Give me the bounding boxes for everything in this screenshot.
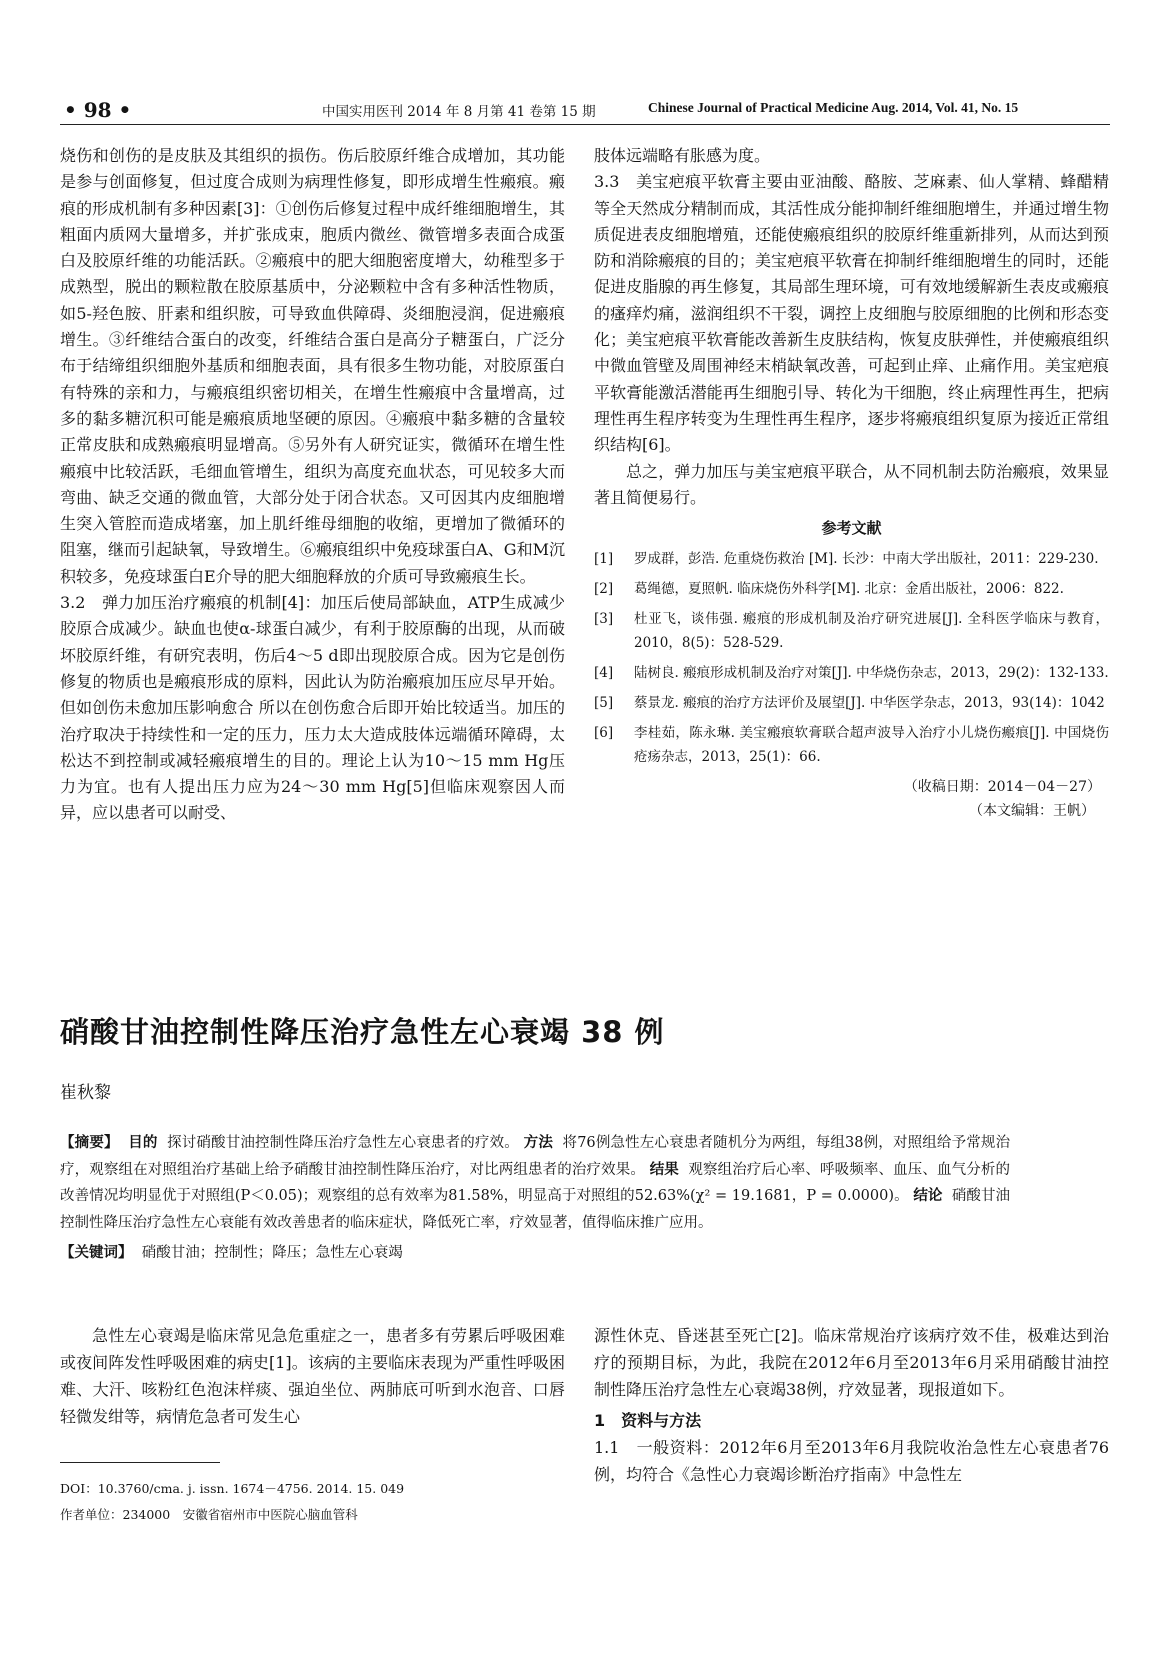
editor-note: （本文编辑：王帆） (969, 803, 1095, 820)
abstract-method: 将76例急性左心衰患者随机分为两组，每组38例，对照组给予常规治疗，观察组在对照组治疗基础上给予硝酸甘油控制性降压治疗，对比两组患者的治疗效果。 (60, 1135, 1011, 1178)
journal-name-cn: 中国实用医刊 2014 年 8 月第 41 卷第 15 期 (322, 104, 596, 120)
intro-paragraph: 急性左心衰竭是临床常见急危重症之一，患者多有劳累后呼吸困难或夜间阵发性呼吸困难的病史[1]。该病的主要临床表现为严重性呼吸困难、大汗、咳粉红色泡沫样痰、强迫坐位、两肺底可听到水泡音、口唇轻微发绀等，病情危急者可发生心 (60, 1326, 565, 1426)
abstract-result: 观察组治疗后心率、呼吸频率、血压、血气分析的改善情况均明显优于对照组(P＜0.05)；观察组的总有效率为81.58%，明显高于对照组的52.63%(χ² = 19.1681，P = 0.0000)。 (60, 1161, 1011, 1204)
prev-article-paragraph: 肢体远端略有胀感为度。 (594, 146, 771, 165)
journal-name-en: Chinese Journal of Practical Medicine Aug. 2014, Vol. 41, No. 15 (648, 100, 1019, 115)
article-body-right (594, 1322, 1109, 1488)
prev-article-paragraph: 烧伤和创伤的是皮肤及其组织的损伤。伤后胶原纤维合成增加，其功能是参与创面修复，但过度合成则为病理性修复，即形成增生性瘢痕。瘢痕的形成机制有多种因素[3]：①创伤后修复过程中成纤维细胞增生，其粗面内质网大量增多，并扩张成束，胞质内微丝、微管增多表面合成蛋白及胶原纤维的功能活跃。②瘢痕中的肥大细胞密度增大，幼稚型多于成熟型，脱出的颗粒散在胶原基质中，分泌颗粒中含有多种活性物质，如5-羟色胺、肝素和组织胺，可导致血供障碍、炎细胞浸润，促进瘢痕增生。③纤维结合蛋白的改变，纤维结合蛋白是高分子糖蛋白，广泛分布于结缔组织细胞外基质和细胞表面，具有很多生物功能，对胶原蛋白有特殊的亲和力，与瘢痕组织密切相关，在增生性瘢痕中含量增高，过多的黏多糖沉积可能是瘢痕质地坚硬的原因。④瘢痕中黏多糖的含量较正常皮肤和成熟瘢痕明显增高。⑤另外有人研究证实，微循环在增生性瘢痕中比较活跃，毛细血管增生，组织为高度充血状态，可见较多大而弯曲、缺乏交通的微血管，大部分处于闭合状态。又可因其内皮细胞增生突入管腔而造成堵塞，加上肌纤维母细胞的收缩，更增加了微循环的阻塞，继而引起缺氧，导致增生。⑥瘢痕组织中免疫球蛋白A、G和M沉积较多，免疫球蛋白E介导的肥大细胞释放的介质可导致瘢痕生长。 (60, 146, 565, 586)
reference-item: [4] 陆树良. 瘢痕形成机制及治疗对策[J]. 中华烧伤杂志，2013，29(2)：132-133. (594, 665, 1109, 682)
references-title: 参考文献 (821, 519, 882, 538)
abstract-label: 【摘要】 (60, 1135, 119, 1151)
abstract-conclusion: 硝酸甘油控制性降压治疗急性左心衰能有效改善患者的临床症状，降低死亡率，疗效显著，值得临床推广应用。 (60, 1188, 1011, 1231)
abstract-objective-label: 目的 (128, 1135, 158, 1151)
doi: DOI：10.3760/cma. j. issn. 1674－4756. 2014. 15. 049 (60, 1481, 405, 1496)
reference-item: [2] 葛绳德，夏照帆. 临床烧伤外科学[M]. 北京：金盾出版社，2006：822. (594, 581, 1064, 598)
abstract-objective: 探讨硝酸甘油控制性降压治疗急性左心衰患者的疗效。 (167, 1135, 519, 1151)
article-title: 硝酸甘油控制性降压治疗急性左心衰竭 38 例 (60, 1015, 665, 1049)
abstract-method-label: 方法 (523, 1135, 553, 1151)
reference-item: [6] 李桂茹，陈永琳. 美宝瘢痕软膏联合超声波导入治疗小儿烧伤瘢痕[J]. 中国烧伤疮疡杂志，2013，25(1)：66. (594, 725, 1109, 766)
section-1-1: 1.1 一般资料：2012年6月至2013年6月我院收治急性左心衰患者76例，均符合《急性心力衰竭诊断治疗指南》中急性左 (594, 1438, 1109, 1484)
article-body-left (60, 1322, 565, 1430)
footnote-divider (60, 1462, 220, 1463)
received-date: （收稿日期：2014－04－27） (903, 779, 1101, 796)
keywords: 硝酸甘油；控制性；降压；急性左心衰竭 (141, 1245, 403, 1261)
page-header (60, 98, 1110, 125)
abstract-conclusion-label: 结论 (913, 1188, 943, 1204)
author-affiliation: 作者单位：234000 安徽省宿州市中医院心脑血管科 (60, 1507, 358, 1522)
prev-article-section-3-2: 3.2 弹力加压治疗瘢痕的机制[4]：加压后使局部缺血，ATP生成减少胶原合成减少。缺血也使α-球蛋白减少，有利于胶原酶的出现，从而破坏胶原纤维，有研究表明，伤后4～5 d即出现胶原合成。因为它是创伤修复的物质也是瘢痕形成的原料，因此认为防治瘢痕加压应尽早开始。但如创伤未愈加压影响愈合 所以在创伤愈合后即开始比较适当。加压的治疗取决于持续性和一定的压力，压力太大造成肢体远端循环障碍，太松达不到控制或减轻瘢痕增生的目的。理论上认为10～15 mm Hg压力为宜。也有人提出压力应为24～30 mm Hg[5]但临床观察因人而异，应以患者可以耐受、 (60, 593, 565, 823)
page-number: • 98 • (64, 98, 132, 122)
section-heading: 1 资料与方法 (594, 1411, 702, 1430)
prev-article-section-3-3: 3.3 美宝疤痕平软膏主要由亚油酸、酪胺、芝麻素、仙人掌精、蜂醋精等全天然成分精制而成，其活性成分能抑制纤维细胞增生，并通过增生物质促进表皮细胞增殖，还能使瘢痕组织的胶原纤维重新排列，从而达到预防和消除瘢痕的目的；美宝疤痕平软膏在抑制纤维细胞增生的同时，还能促进皮脂腺的再生修复，其局部生理环境，可有效地缓解新生表皮或瘢痕的瘙痒灼痛，滋润组织不干裂，调控上皮细胞与胶原细胞的比例和形态变化；美宝疤痕平软膏能改善新生皮肤结构，恢复皮肤弹性，并使瘢痕组织中微血管壁及周围神经末梢缺氧改善，可起到止痒、止痛作用。美宝疤痕平软膏能激活潜能再生细胞引导、转化为干细胞，终止病理性再生，把病理性再生程序转变为生理性再生程序，逐步将瘢痕组织复原为接近正常组织结构[6]。 (594, 172, 1109, 455)
keywords-label: 【关键词】 (60, 1245, 133, 1261)
prev-article-right-column (594, 143, 1109, 823)
reference-list (594, 547, 1109, 769)
article-author: 崔秋黎 (60, 1083, 111, 1103)
abstract-result-label: 结果 (649, 1161, 679, 1178)
reference-item: [5] 蔡景龙. 瘢痕的治疗方法评价及展望[J]. 中华医学杂志，2013，93(14)：1042 (594, 695, 1105, 712)
reference-item: [1] 罗成群，彭浩. 危重烧伤救治 [M]. 长沙：中南大学出版社，2011：229-230. (594, 551, 1099, 568)
prev-article-left-column (60, 143, 565, 827)
abstract-block (60, 1130, 1010, 1267)
intro-paragraph-cont: 源性休克、昏迷甚至死亡[2]。临床常规治疗该病疗效不佳，极难达到治疗的预期目标，为此，我院在2012年6月至2013年6月采用硝酸甘油控制性降压治疗急性左心衰竭38例，疗效显著，现报道如下。 (594, 1326, 1109, 1399)
reference-item: [3] 杜亚飞，谈伟强. 瘢痕的形成机制及治疗研究进展[J]. 全科医学临床与教育，2010，8(5)：528-529. (594, 611, 1109, 652)
prev-article-conclusion: 总之，弹力加压与美宝疤痕平联合，从不同机制去防治瘢痕，效果显著且简便易行。 (594, 461, 1109, 507)
